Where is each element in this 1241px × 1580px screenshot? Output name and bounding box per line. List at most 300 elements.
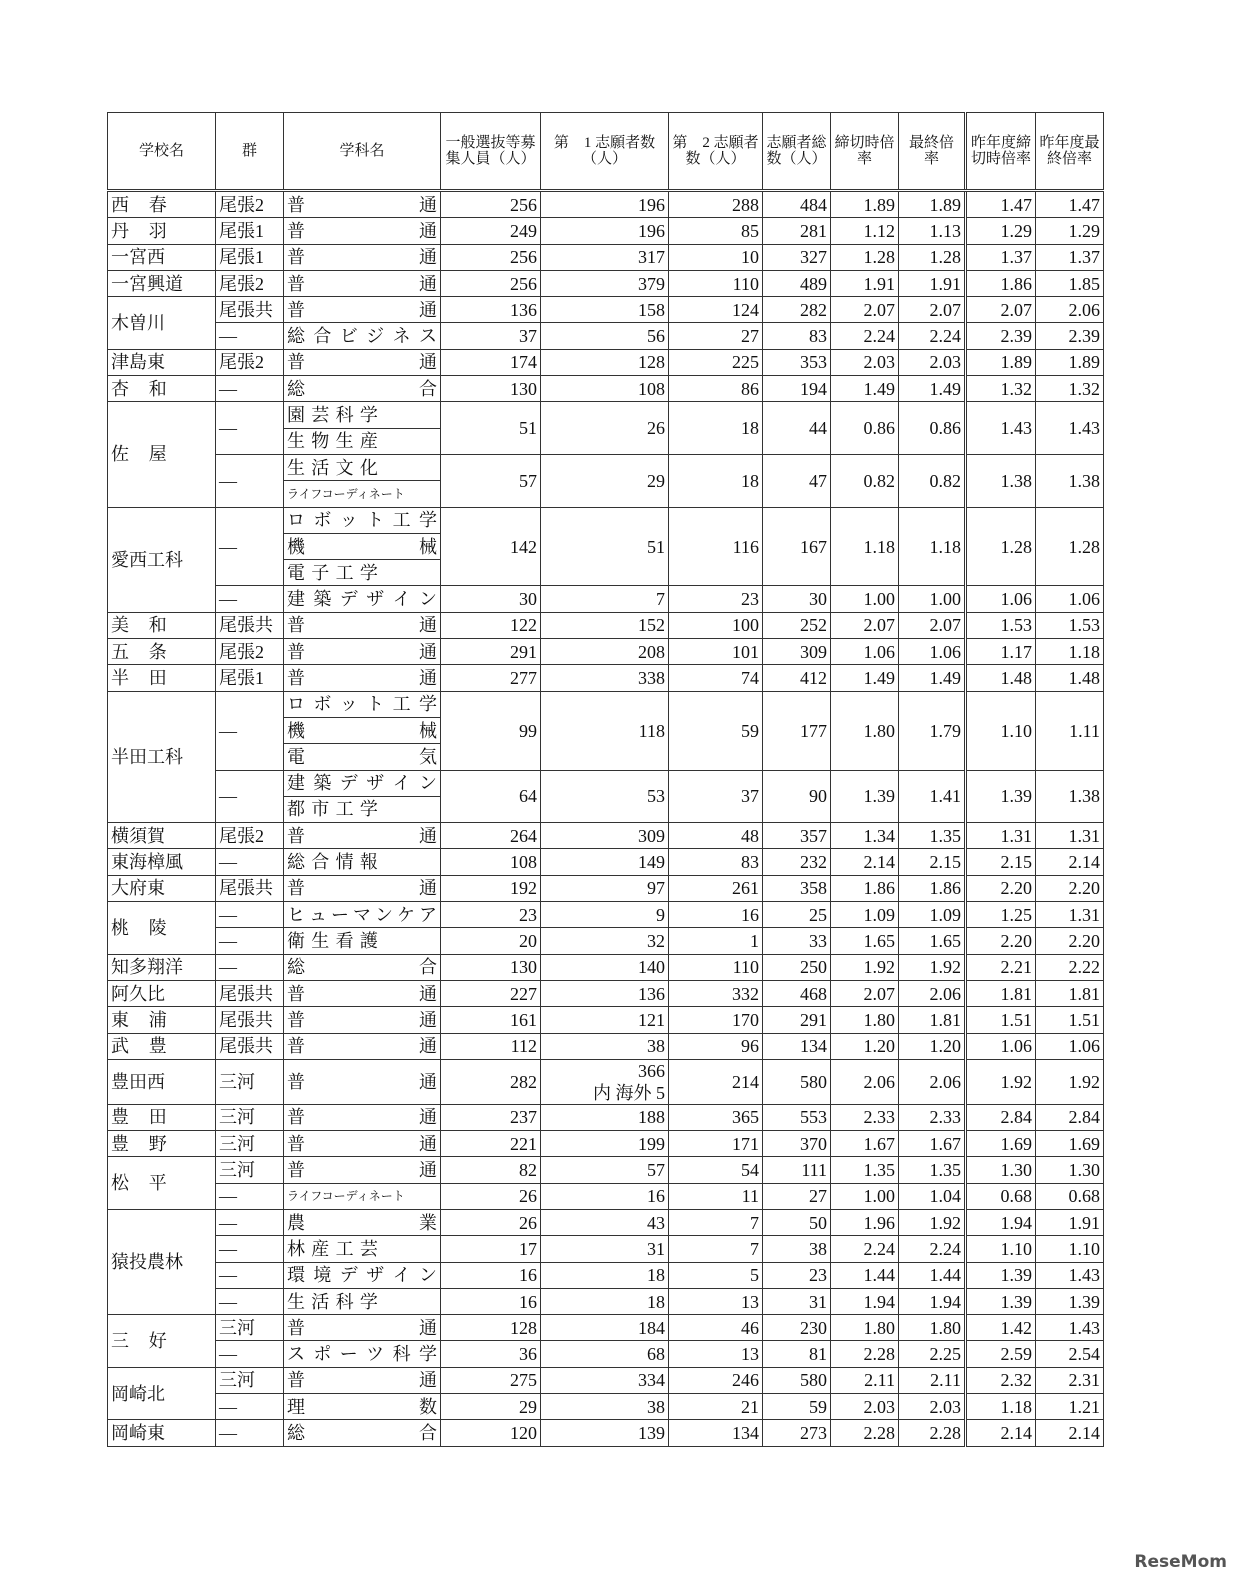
stat-cell xyxy=(441,454,541,507)
stat-cell xyxy=(441,1007,541,1033)
district-group xyxy=(216,1157,284,1183)
subject-name xyxy=(284,902,441,928)
subject-name xyxy=(284,191,441,218)
stat-cell xyxy=(669,1131,763,1157)
stat-cell xyxy=(831,191,899,218)
stat-cell-text: 1.09 xyxy=(863,904,895,925)
stat-cell xyxy=(441,376,541,402)
stat-cell-text: 130 xyxy=(510,957,537,978)
column-header: 学校名 xyxy=(108,113,216,191)
stat-cell xyxy=(669,1183,763,1209)
district-group-text: 尾張1 xyxy=(219,220,264,241)
table-row xyxy=(108,954,1104,980)
stat-cell xyxy=(966,586,1036,612)
stat-cell-text: 18 xyxy=(741,418,759,439)
stat-cell xyxy=(966,1367,1036,1393)
stat-cell xyxy=(669,191,763,218)
stat-cell-text: 0.86 xyxy=(929,418,961,439)
stat-cell xyxy=(831,1315,899,1341)
stat-cell-text: 1.09 xyxy=(929,904,961,925)
district-group xyxy=(216,1131,284,1157)
stat-cell-text: 334 xyxy=(638,1370,665,1391)
stat-cell-text: 1.18 xyxy=(863,536,895,557)
stat-cell xyxy=(541,639,669,665)
stat-cell-text: 2.20 xyxy=(1000,878,1032,899)
column-header: 学科名 xyxy=(284,113,441,191)
overseas-note: 内 海外 5 xyxy=(593,1082,665,1103)
stat-cell xyxy=(441,1209,541,1235)
stat-cell-text: 108 xyxy=(638,378,665,399)
stat-cell xyxy=(831,928,899,954)
stat-cell-text: 1.29 xyxy=(1068,220,1100,241)
stat-cell xyxy=(831,849,899,875)
stat-cell xyxy=(441,691,541,770)
stat-cell xyxy=(763,902,831,928)
stat-cell-text: 2.39 xyxy=(1000,326,1032,347)
stat-cell xyxy=(831,980,899,1006)
stat-cell xyxy=(831,586,899,612)
stat-cell-text: 1.10 xyxy=(1000,1238,1032,1259)
stat-cell xyxy=(899,1033,966,1059)
subject-name-text: ロ ボ ッ ト 工 学 xyxy=(287,510,437,531)
subject-name xyxy=(284,928,441,954)
stat-cell xyxy=(1036,875,1104,901)
subject-name-text: 衛生看護 xyxy=(287,930,385,951)
stat-cell-text: 1.94 xyxy=(863,1291,895,1312)
school-name-text: 豊野 xyxy=(111,1133,187,1154)
stat-cell xyxy=(541,1033,669,1059)
table-row xyxy=(108,1131,1104,1157)
stat-cell-text: 1.51 xyxy=(1000,1009,1032,1030)
school-name xyxy=(108,823,216,849)
school-name-text: 阿久比 xyxy=(111,983,165,1004)
district-group-text: — xyxy=(219,470,237,491)
stat-cell xyxy=(441,1059,541,1104)
stat-cell-text: 1.49 xyxy=(863,378,895,399)
stat-cell xyxy=(541,586,669,612)
district-group-text: 尾張共 xyxy=(219,878,273,899)
school-name xyxy=(108,875,216,901)
stat-cell-text: 2.03 xyxy=(863,1396,895,1417)
stat-cell-text: 256 xyxy=(510,194,537,215)
stat-cell xyxy=(669,1033,763,1059)
stat-cell xyxy=(541,402,669,455)
stat-cell xyxy=(1036,665,1104,691)
stat-cell xyxy=(966,691,1036,770)
district-group-text: 三河 xyxy=(219,1071,255,1092)
stat-cell xyxy=(899,639,966,665)
stat-cell xyxy=(669,1104,763,1130)
stat-cell-text: 2.03 xyxy=(863,352,895,373)
stat-cell xyxy=(541,980,669,1006)
stat-cell xyxy=(541,191,669,218)
stat-cell-text: 230 xyxy=(800,1317,827,1338)
table-row xyxy=(108,849,1104,875)
stat-cell xyxy=(669,902,763,928)
stat-cell xyxy=(669,297,763,323)
subject-name xyxy=(284,980,441,1006)
stat-cell-text: 1.65 xyxy=(929,930,961,951)
district-group-text: — xyxy=(219,1212,237,1233)
stat-cell-text: 412 xyxy=(800,667,827,688)
stat-cell xyxy=(1036,270,1104,296)
stat-cell xyxy=(899,612,966,638)
stat-cell xyxy=(1036,507,1104,586)
district-group xyxy=(216,191,284,218)
district-group xyxy=(216,270,284,296)
subject-name-text: 建 築 デ ザ イ ン xyxy=(287,589,437,610)
stat-cell-text: 1.00 xyxy=(863,1186,895,1207)
school-name xyxy=(108,954,216,980)
stat-cell xyxy=(1036,928,1104,954)
stat-cell xyxy=(763,270,831,296)
stat-cell-text: 83 xyxy=(809,326,827,347)
stat-cell xyxy=(763,297,831,323)
stat-cell-text: 1.92 xyxy=(1068,1071,1100,1092)
stat-cell xyxy=(541,1007,669,1033)
stat-cell-text: 365 xyxy=(732,1107,759,1128)
stat-cell xyxy=(441,902,541,928)
stat-cell-text: 21 xyxy=(741,1396,759,1417)
stat-cell-text: 2.14 xyxy=(1068,852,1100,873)
stat-cell xyxy=(763,1367,831,1393)
stat-cell xyxy=(541,244,669,270)
subject-name xyxy=(284,1236,441,1262)
stat-cell xyxy=(966,1104,1036,1130)
stat-cell xyxy=(763,1288,831,1314)
subject-name-text: 普 通 xyxy=(287,194,437,215)
stat-cell xyxy=(763,849,831,875)
stat-cell-text: 379 xyxy=(638,273,665,294)
stat-cell xyxy=(831,1157,899,1183)
stat-cell xyxy=(763,349,831,375)
stat-cell-text: 37 xyxy=(741,786,759,807)
subject-name-text: 都市工学 xyxy=(287,799,385,820)
stat-cell xyxy=(1036,1183,1104,1209)
stat-cell-text: 237 xyxy=(510,1107,537,1128)
school-name xyxy=(108,297,216,350)
stat-cell xyxy=(669,849,763,875)
stat-cell xyxy=(899,349,966,375)
district-group-text: — xyxy=(219,720,237,741)
stat-cell-text: 2.06 xyxy=(863,1071,895,1092)
stat-cell-text: 13 xyxy=(741,1344,759,1365)
stat-cell-text: 26 xyxy=(519,1212,537,1233)
stat-cell-text: 2.24 xyxy=(929,326,961,347)
stat-cell xyxy=(441,1394,541,1420)
stat-cell xyxy=(441,323,541,349)
stat-cell-text: 1.28 xyxy=(1000,536,1032,557)
stat-cell xyxy=(541,454,669,507)
subject-name xyxy=(284,454,441,480)
stat-cell-text: 2.15 xyxy=(929,852,961,873)
table-row xyxy=(108,1033,1104,1059)
subject-name-text: 理 数 xyxy=(287,1396,437,1417)
stat-cell xyxy=(669,612,763,638)
stat-cell-text: 317 xyxy=(638,247,665,268)
stat-cell-text: 1.00 xyxy=(929,589,961,610)
stat-cell xyxy=(669,1394,763,1420)
district-group xyxy=(216,454,284,507)
stat-cell xyxy=(966,297,1036,323)
stat-cell-text: 85 xyxy=(741,220,759,241)
school-name xyxy=(108,665,216,691)
subject-name-text: 普 通 xyxy=(287,878,437,899)
table-row xyxy=(108,1315,1104,1341)
stat-cell xyxy=(763,1420,831,1446)
stat-cell xyxy=(763,454,831,507)
stat-cell xyxy=(669,1209,763,1235)
subject-name xyxy=(284,1315,441,1341)
stat-cell-text: 1.32 xyxy=(1000,378,1032,399)
table-row xyxy=(108,586,1104,612)
district-group xyxy=(216,691,284,770)
stat-cell xyxy=(831,1007,899,1033)
stat-cell-text: 1.44 xyxy=(863,1265,895,1286)
district-group xyxy=(216,770,284,823)
school-name-text: 杏和 xyxy=(111,378,187,399)
stat-cell xyxy=(831,1367,899,1393)
stat-cell xyxy=(899,1236,966,1262)
stat-cell-text: 130 xyxy=(510,378,537,399)
table-row xyxy=(108,1236,1104,1262)
school-name xyxy=(108,1157,216,1210)
column-header: 群 xyxy=(216,113,284,191)
stat-cell xyxy=(441,1104,541,1130)
stat-cell xyxy=(1036,1288,1104,1314)
stat-cell-text: 1.89 xyxy=(863,194,895,215)
table-row xyxy=(108,376,1104,402)
column-header: 締切時倍率 xyxy=(831,113,899,191)
school-name xyxy=(108,1367,216,1420)
district-group xyxy=(216,902,284,928)
stat-cell xyxy=(966,349,1036,375)
stat-cell xyxy=(541,1367,669,1393)
stat-cell xyxy=(966,980,1036,1006)
district-group xyxy=(216,1288,284,1314)
stat-cell xyxy=(541,770,669,823)
subject-name-text: 電 気 xyxy=(287,746,437,767)
stat-cell-text: 171 xyxy=(732,1133,759,1154)
district-group xyxy=(216,1262,284,1288)
table-row xyxy=(108,665,1104,691)
stat-cell-text: 2.24 xyxy=(863,326,895,347)
stat-cell-text: 81 xyxy=(809,1344,827,1365)
stat-cell xyxy=(1036,376,1104,402)
district-group-text: 尾張共 xyxy=(219,299,273,320)
subject-name xyxy=(284,586,441,612)
stat-cell-text: 16 xyxy=(519,1291,537,1312)
subject-name xyxy=(284,770,441,796)
stat-cell-text: 2.24 xyxy=(929,1238,961,1259)
district-group-text: 尾張2 xyxy=(219,352,264,373)
district-group xyxy=(216,1394,284,1420)
subject-name-text: 電子工学 xyxy=(287,562,385,583)
stat-cell-text: 32 xyxy=(647,930,665,951)
school-name-text: 愛西工科 xyxy=(111,549,183,570)
school-name-text: 横須賀 xyxy=(111,825,165,846)
stat-cell xyxy=(669,270,763,296)
district-group-text: — xyxy=(219,1186,237,1207)
subject-name-text: 総 合 ビ ジ ネ ス xyxy=(287,326,437,347)
district-group-text: — xyxy=(219,1423,237,1443)
stat-cell-text: 1.92 xyxy=(929,1212,961,1233)
stat-cell-text: 1.48 xyxy=(1000,667,1032,688)
stat-cell-text: 1.20 xyxy=(863,1036,895,1057)
school-name xyxy=(108,1315,216,1368)
stat-cell-text: 184 xyxy=(638,1317,665,1338)
stat-cell xyxy=(441,1262,541,1288)
stat-cell xyxy=(831,507,899,586)
stat-cell xyxy=(763,1104,831,1130)
stat-cell xyxy=(831,665,899,691)
stat-cell xyxy=(966,1394,1036,1420)
stat-cell-text: 118 xyxy=(638,720,665,741)
stat-cell xyxy=(763,875,831,901)
stat-cell-text: 59 xyxy=(809,1396,827,1417)
stat-cell-text: 264 xyxy=(510,825,537,846)
stat-cell-text: 2.33 xyxy=(863,1107,895,1128)
stat-cell xyxy=(966,849,1036,875)
stat-cell xyxy=(966,665,1036,691)
stat-cell-text: 261 xyxy=(732,878,759,899)
column-header: 昨年度締切時倍率 xyxy=(966,113,1036,191)
stat-cell xyxy=(541,691,669,770)
stat-cell xyxy=(899,665,966,691)
stat-cell xyxy=(899,323,966,349)
stat-cell xyxy=(541,1262,669,1288)
stat-cell-text: 27 xyxy=(809,1186,827,1207)
stat-cell-text: 18 xyxy=(741,470,759,491)
stat-cell-text: 38 xyxy=(647,1036,665,1057)
stat-cell xyxy=(899,1394,966,1420)
district-group-text: 三河 xyxy=(219,1160,255,1181)
stat-cell-text: 249 xyxy=(510,220,537,241)
table-row xyxy=(108,639,1104,665)
stat-cell-text: 273 xyxy=(800,1423,827,1443)
district-group xyxy=(216,1236,284,1262)
district-group-text: — xyxy=(219,418,237,439)
stat-cell-text: 1.86 xyxy=(1000,273,1032,294)
stat-cell xyxy=(669,1367,763,1393)
stat-cell-text: 116 xyxy=(732,536,759,557)
stat-cell xyxy=(441,1236,541,1262)
table-row xyxy=(108,1341,1104,1367)
stat-cell xyxy=(441,191,541,218)
stat-cell-text: 192 xyxy=(510,878,537,899)
stat-cell-text: 2.07 xyxy=(863,983,895,1004)
stat-cell-text: 580 xyxy=(800,1071,827,1092)
district-group xyxy=(216,244,284,270)
stat-cell-text: 1.47 xyxy=(1068,194,1100,215)
stat-cell-text: 59 xyxy=(741,720,759,741)
table-row xyxy=(108,297,1104,323)
stat-cell xyxy=(899,1131,966,1157)
stat-cell xyxy=(763,1341,831,1367)
table-row xyxy=(108,1262,1104,1288)
district-group xyxy=(216,665,284,691)
stat-cell-text: 2.11 xyxy=(864,1370,895,1391)
stat-cell xyxy=(541,349,669,375)
table-row xyxy=(108,1157,1104,1183)
stat-cell xyxy=(541,849,669,875)
district-group xyxy=(216,297,284,323)
stat-cell-text: 1.18 xyxy=(1000,1396,1032,1417)
stat-cell-text: 1.67 xyxy=(863,1133,895,1154)
stat-cell xyxy=(831,1394,899,1420)
stat-cell xyxy=(763,770,831,823)
table-row xyxy=(108,244,1104,270)
stat-cell xyxy=(763,928,831,954)
subject-name xyxy=(284,1059,441,1104)
stat-cell-text: 0.82 xyxy=(929,470,961,491)
district-group-text: — xyxy=(219,1396,237,1417)
stat-cell-text: 0.82 xyxy=(863,470,895,491)
stat-cell-text: 2.39 xyxy=(1068,326,1100,347)
subject-name-text: ヒ ュ ー マ ン ケ ア xyxy=(287,904,437,925)
district-group-text: — xyxy=(219,852,237,873)
stat-cell xyxy=(669,1420,763,1446)
stat-cell-text: 1.91 xyxy=(929,273,961,294)
district-group xyxy=(216,1007,284,1033)
district-group-text: — xyxy=(219,930,237,951)
stat-cell xyxy=(541,875,669,901)
school-name xyxy=(108,980,216,1006)
district-group xyxy=(216,1104,284,1130)
district-group-text: — xyxy=(219,904,237,925)
stat-cell-text: 1.35 xyxy=(863,1160,895,1181)
district-group-text: — xyxy=(219,378,237,399)
stat-cell xyxy=(669,1059,763,1104)
stat-cell-text: 25 xyxy=(809,904,827,925)
stat-cell xyxy=(763,691,831,770)
stat-cell-text: 30 xyxy=(519,589,537,610)
stat-cell xyxy=(541,954,669,980)
stat-cell-text: 26 xyxy=(647,418,665,439)
school-name-text: 五条 xyxy=(111,641,187,662)
stat-cell-text: 0.68 xyxy=(1068,1186,1100,1207)
stat-cell-text: 2.84 xyxy=(1000,1107,1032,1128)
table-row xyxy=(108,823,1104,849)
subject-name-text: ス ポ ー ツ 科 学 xyxy=(287,1344,437,1365)
subject-name xyxy=(284,1007,441,1033)
stat-cell-text: 1.69 xyxy=(1000,1133,1032,1154)
stat-cell-text: 128 xyxy=(638,352,665,373)
stat-cell-text: 46 xyxy=(741,1317,759,1338)
stat-cell-text: 199 xyxy=(638,1133,665,1154)
stat-cell xyxy=(1036,323,1104,349)
stat-cell-text: 194 xyxy=(800,378,827,399)
stat-cell-text: 1.53 xyxy=(1000,615,1032,636)
district-group xyxy=(216,376,284,402)
subject-name-text: 総合情報 xyxy=(287,852,385,873)
district-group xyxy=(216,849,284,875)
subject-name xyxy=(284,270,441,296)
table-row xyxy=(108,454,1104,480)
stat-cell xyxy=(763,191,831,218)
stat-cell xyxy=(441,1341,541,1367)
stat-cell-text: 353 xyxy=(800,352,827,373)
stat-cell-text: 48 xyxy=(741,825,759,846)
stat-cell-text: 50 xyxy=(809,1212,827,1233)
stat-cell-text: 38 xyxy=(809,1238,827,1259)
stat-cell xyxy=(966,323,1036,349)
stat-cell xyxy=(831,1183,899,1209)
stat-cell xyxy=(763,665,831,691)
stat-cell xyxy=(763,1183,831,1209)
stat-cell-text: 1.13 xyxy=(929,220,961,241)
stat-cell xyxy=(541,1288,669,1314)
